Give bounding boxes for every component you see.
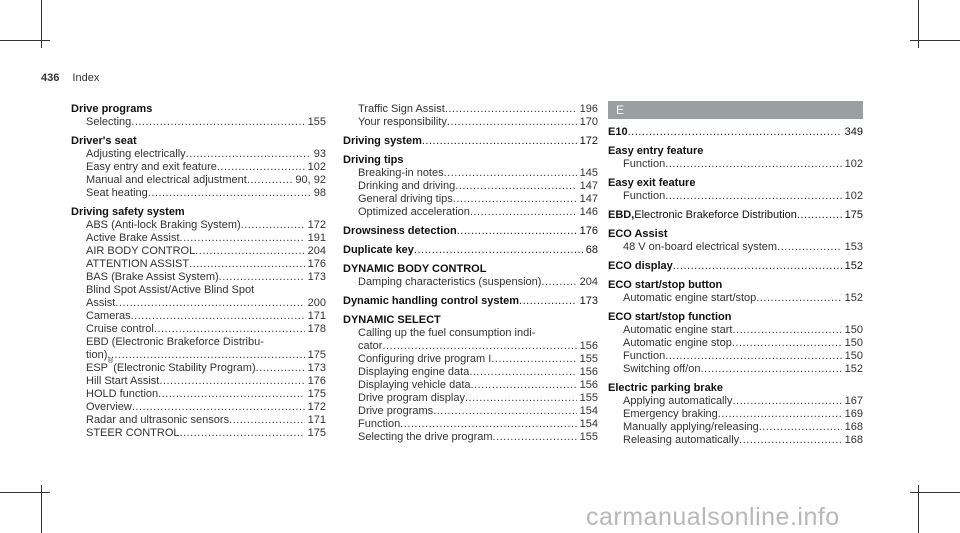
page-ref[interactable]: 170 — [579, 116, 598, 128]
leader-dots — [433, 405, 576, 418]
entry-text-continued: Calling up the fuel consumption indi- — [358, 327, 536, 339]
entry-text: Applying automatically — [623, 395, 733, 407]
page-ref[interactable]: 167 — [844, 395, 863, 407]
index-entry[interactable] — [71, 310, 326, 323]
page-ref[interactable]: 349 — [844, 126, 863, 138]
index-heading: Electric parking brake — [608, 382, 723, 394]
page-ref[interactable]: 150 — [844, 324, 863, 336]
entry-text: Displaying engine data — [358, 366, 470, 378]
page-ref[interactable]: 146 — [579, 206, 598, 218]
index-heading: DYNAMIC SELECT — [343, 314, 441, 326]
index-heading[interactable] — [343, 135, 598, 148]
crop-mark — [910, 492, 960, 493]
index-entry[interactable] — [343, 431, 598, 444]
page-ref[interactable]: 154 — [579, 405, 598, 417]
index-heading: ECO Assist — [608, 228, 668, 240]
page-ref[interactable]: 145 — [579, 167, 598, 179]
index-entry[interactable] — [608, 337, 863, 350]
index-entry[interactable] — [71, 427, 326, 440]
index-entry[interactable] — [343, 116, 598, 129]
index-heading: ECO start/stop button — [608, 279, 723, 291]
page-ref[interactable]: 175 — [844, 209, 863, 221]
entry-text: General driving tips — [358, 193, 453, 205]
entry-text: Function — [623, 158, 666, 170]
page-ref[interactable]: 102 — [844, 190, 863, 202]
page-ref[interactable]: 173 — [579, 295, 598, 307]
leader-dots — [700, 363, 841, 376]
page-ref[interactable]: 175 — [307, 427, 326, 439]
page-ref[interactable]: 152 — [844, 260, 863, 272]
leader-dots — [148, 187, 311, 200]
page-ref[interactable]: 155 — [579, 431, 598, 443]
index-entry[interactable] — [343, 405, 598, 418]
page-ref[interactable]: 175 — [307, 349, 326, 361]
index-entry[interactable] — [343, 340, 598, 353]
leader-dots — [159, 375, 304, 388]
leader-dots — [756, 292, 841, 305]
index-heading: ECO start/stop function — [608, 311, 732, 323]
leader-dots — [132, 401, 305, 414]
entry-text: Active Brake Assist — [86, 232, 180, 244]
index-entry[interactable] — [71, 375, 326, 388]
index-entry[interactable] — [71, 414, 326, 427]
index-entry[interactable] — [71, 388, 326, 401]
index-column-3 — [608, 103, 863, 447]
entry-text: Manual and electrical adjustment — [86, 174, 247, 186]
page-ref[interactable]: 155 — [307, 116, 326, 128]
page-ref[interactable]: 176 — [307, 258, 326, 270]
entry-text: STEER CONTROL — [86, 427, 180, 439]
index-heading[interactable] — [608, 209, 863, 222]
page-ref[interactable]: 150 — [844, 350, 863, 362]
leader-dots — [491, 353, 576, 366]
leader-dots — [470, 206, 577, 219]
leader-dots — [718, 408, 842, 421]
leader-dots — [665, 190, 841, 203]
page-ref[interactable]: 155 — [579, 353, 598, 365]
index-entry[interactable] — [71, 116, 326, 129]
leader-dots — [158, 388, 304, 401]
letter-section-heading: E — [608, 101, 863, 119]
entry-text: Seat heating — [86, 187, 148, 199]
entry-text: Automatic engine stop — [623, 337, 732, 349]
index-entry[interactable] — [71, 297, 326, 310]
index-entry[interactable] — [608, 408, 863, 421]
index-entry[interactable] — [71, 148, 326, 161]
leader-dots — [107, 349, 304, 362]
entry-text: Automatic engine start — [623, 324, 733, 336]
entry-text: Damping characteristics (suspension) — [358, 276, 542, 288]
leader-dots — [469, 366, 576, 379]
entry-text: Overview — [86, 401, 132, 413]
index-entry[interactable] — [608, 421, 863, 434]
leader-dots — [455, 180, 576, 193]
leader-dots — [247, 174, 293, 187]
heading-text: Drowsiness detection — [343, 225, 457, 237]
index-entry[interactable] — [71, 258, 326, 271]
entry-text: Easy entry and exit feature — [86, 161, 217, 173]
page-ref[interactable]: 147 — [579, 193, 598, 205]
leader-dots — [217, 161, 305, 174]
page-ref[interactable]: 173 — [307, 362, 326, 374]
index-entry[interactable] — [343, 353, 598, 366]
heading-text: ECO display — [608, 260, 673, 272]
page-ref[interactable]: 172 — [579, 135, 598, 147]
page-ref[interactable]: 155 — [579, 392, 598, 404]
leader-dots — [444, 167, 577, 180]
index-heading[interactable] — [343, 225, 598, 238]
leader-dots — [465, 392, 577, 405]
index-entry[interactable] — [343, 392, 598, 405]
leader-dots — [115, 297, 304, 310]
leader-dots — [665, 350, 841, 363]
page-ref[interactable]: 152 — [844, 363, 863, 375]
entry-text: Manually applying/releasing — [623, 421, 759, 433]
page-ref[interactable]: 68 — [585, 244, 598, 256]
leader-dots — [493, 431, 577, 444]
index-column-1 — [71, 103, 326, 440]
page-ref[interactable]: 153 — [844, 241, 863, 253]
leader-dots — [453, 193, 577, 206]
index-column-2 — [343, 103, 598, 444]
page-ref[interactable]: 176 — [579, 225, 598, 237]
leader-dots — [732, 337, 842, 350]
heading-text: Dynamic handling control system — [343, 295, 520, 307]
entry-text: Breaking-in notes — [358, 167, 444, 179]
leader-dots — [797, 209, 842, 222]
index-entry[interactable] — [71, 232, 326, 245]
registered-mark: ® — [108, 358, 114, 365]
leader-dots — [180, 232, 305, 245]
leader-dots — [241, 219, 305, 232]
page-ref[interactable]: 168 — [844, 421, 863, 433]
page-ref[interactable]: 93 — [313, 148, 326, 160]
index-entry[interactable] — [608, 324, 863, 337]
leader-dots — [195, 245, 304, 258]
leader-dots — [447, 116, 577, 129]
index-entry[interactable] — [71, 271, 326, 284]
page-ref[interactable]: 90, 92 — [295, 174, 326, 186]
index-heading: Easy entry feature — [608, 145, 704, 157]
index-entry[interactable] — [71, 187, 326, 200]
index-heading: Driving tips — [343, 154, 404, 166]
entry-text: Displaying vehicle data — [358, 379, 471, 391]
leader-dots — [414, 244, 583, 257]
entry-text: Drinking and driving — [358, 180, 456, 192]
entry-text: Automatic engine start/stop — [623, 292, 757, 304]
leader-dots — [189, 258, 305, 271]
leader-dots — [665, 158, 841, 171]
page-ref[interactable]: 171 — [307, 414, 326, 426]
index-heading: Driving safety system — [71, 206, 185, 218]
page-ref[interactable]: 156 — [579, 340, 598, 352]
page-ref[interactable]: 200 — [307, 297, 326, 309]
leader-dots — [759, 421, 842, 434]
heading-text-rest: Electronic Brakeforce Distribution — [634, 209, 797, 221]
leader-dots — [445, 103, 577, 116]
page-ref[interactable]: 196 — [579, 103, 598, 115]
page-ref[interactable]: 150 — [844, 337, 863, 349]
heading-text: EBD, — [608, 209, 635, 221]
entry-text: Drive programs — [358, 405, 434, 417]
entry-text: Your responsibility — [358, 116, 447, 128]
index-heading: DYNAMIC BODY CONTROL — [343, 263, 487, 275]
page-ref[interactable]: 173 — [307, 271, 326, 283]
index-entry[interactable] — [608, 292, 863, 305]
leader-dots — [732, 324, 841, 337]
index-entry[interactable] — [71, 245, 326, 258]
leader-dots — [154, 323, 305, 336]
leader-dots — [777, 241, 842, 254]
leader-dots — [256, 362, 305, 375]
entry-text: Switching off/on — [623, 363, 701, 375]
leader-dots — [673, 260, 842, 273]
leader-dots — [186, 148, 311, 161]
entry-text: ATTENTION ASSIST — [86, 258, 190, 270]
page-ref[interactable]: 152 — [844, 292, 863, 304]
index-entry[interactable] — [608, 395, 863, 408]
page-ref[interactable]: 169 — [844, 408, 863, 420]
entry-text-rest: (Electronic Stability Program) — [113, 362, 256, 374]
page-ref[interactable]: 98 — [313, 187, 326, 199]
heading-text: Driving system — [343, 135, 422, 147]
index-entry[interactable] — [608, 363, 863, 376]
index-entry[interactable] — [343, 276, 598, 289]
page-ref[interactable]: 102 — [844, 158, 863, 170]
index-heading: Drive programs — [71, 103, 153, 115]
index-entry[interactable] — [343, 103, 598, 116]
page-ref[interactable]: 175 — [307, 388, 326, 400]
watermark: carmanualsonline.info — [586, 503, 840, 531]
entry-text: Traffic Sign Assist — [358, 103, 445, 115]
entry-text: tion) — [86, 349, 108, 361]
index-entry[interactable] — [71, 358, 326, 375]
page-ref[interactable]: 168 — [844, 434, 863, 446]
page-ref[interactable]: 172 — [307, 219, 326, 231]
page-header — [41, 72, 99, 84]
page-ref[interactable]: 204 — [579, 276, 598, 288]
entry-text: 48 V on-board electrical system — [623, 241, 778, 253]
page-ref[interactable]: 204 — [307, 245, 326, 257]
leader-dots — [422, 135, 577, 148]
leader-dots — [180, 427, 305, 440]
page-ref[interactable]: 147 — [579, 180, 598, 192]
entry-text: Drive program display — [358, 392, 465, 404]
index-entry[interactable] — [608, 241, 863, 254]
crop-mark — [910, 40, 960, 41]
leader-dots — [628, 126, 842, 139]
index-entry[interactable] — [343, 193, 598, 206]
page-ref[interactable]: 191 — [307, 232, 326, 244]
crop-mark — [0, 40, 50, 41]
entry-text: Selecting the drive program — [358, 431, 493, 443]
entry-text: Function — [358, 418, 401, 430]
leader-dots — [219, 271, 305, 284]
index-entry[interactable] — [343, 206, 598, 219]
index-entry[interactable] — [343, 418, 598, 431]
entry-text: Radar and ultrasonic sensors — [86, 414, 230, 426]
page-ref[interactable]: 178 — [307, 323, 326, 335]
page-ref[interactable]: 176 — [307, 375, 326, 387]
entry-text: Cruise control — [86, 323, 154, 335]
index-heading: Easy exit feature — [608, 177, 696, 189]
leader-dots — [131, 116, 304, 129]
entry-text: Selecting — [86, 116, 132, 128]
entry-text: Configuring drive program I — [358, 353, 492, 365]
index-entry[interactable] — [71, 401, 326, 414]
index-heading[interactable] — [343, 244, 598, 257]
entry-text: HOLD function — [86, 388, 159, 400]
index-entry[interactable] — [71, 174, 326, 187]
index-heading[interactable] — [343, 295, 598, 308]
leader-dots — [457, 225, 577, 238]
index-entry[interactable] — [343, 180, 598, 193]
page-ref[interactable]: 156 — [579, 366, 598, 378]
index-entry[interactable] — [71, 161, 326, 174]
page-number: 436 — [41, 72, 60, 84]
heading-text: E10 — [608, 126, 628, 138]
entry-text-continued: Blind Spot Assist/Active Blind Spot — [86, 284, 255, 296]
index-entry[interactable] — [608, 350, 863, 363]
entry-text: BAS (Brake Assist System) — [86, 271, 219, 283]
section-title: Index — [72, 72, 100, 84]
index-heading: Driver's seat — [71, 135, 137, 147]
page-ref[interactable]: 154 — [579, 418, 598, 430]
heading-text: Duplicate key — [343, 244, 414, 256]
entry-text: ESP — [86, 362, 109, 374]
leader-dots — [739, 434, 841, 447]
index-entry[interactable] — [343, 366, 598, 379]
index-entry[interactable] — [71, 219, 326, 232]
index-entry[interactable] — [71, 323, 326, 336]
entry-text: Optimized acceleration — [358, 206, 470, 218]
entry-text: Hill Start Assist — [86, 375, 160, 387]
entry-text-continued: EBD (Electronic Brakeforce Distribu- — [86, 336, 264, 348]
entry-text: ABS (Anti-lock Braking System) — [86, 219, 241, 231]
entry-text: cator — [358, 340, 383, 352]
index-entry[interactable] — [608, 190, 863, 203]
page-ref[interactable]: 172 — [307, 401, 326, 413]
page-ref[interactable]: 171 — [307, 310, 326, 322]
entry-text: Adjusting electrically — [86, 148, 186, 160]
leader-dots — [400, 418, 576, 431]
index-entry[interactable] — [343, 167, 598, 180]
index-heading[interactable] — [608, 126, 863, 139]
crop-mark — [0, 492, 50, 493]
index-heading[interactable] — [608, 260, 863, 273]
leader-dots — [382, 340, 576, 353]
page-ref[interactable]: 156 — [579, 379, 598, 391]
index-entry[interactable] — [343, 379, 598, 392]
entry-text: Releasing automatically — [623, 434, 740, 446]
index-entry[interactable] — [608, 158, 863, 171]
entry-text: Function — [623, 350, 666, 362]
leader-dots — [732, 395, 841, 408]
entry-text: Function — [623, 190, 666, 202]
leader-dots — [541, 276, 576, 289]
leader-dots — [131, 310, 305, 323]
leader-dots — [471, 379, 577, 392]
page-ref[interactable]: 102 — [307, 161, 326, 173]
leader-dots — [519, 295, 577, 308]
entry-text: Emergency braking — [623, 408, 718, 420]
index-entry[interactable] — [608, 434, 863, 447]
entry-text: Cameras — [86, 310, 131, 322]
leader-dots — [229, 414, 305, 427]
entry-text: AIR BODY CONTROL — [86, 245, 196, 257]
entry-text: Assist — [86, 297, 116, 309]
